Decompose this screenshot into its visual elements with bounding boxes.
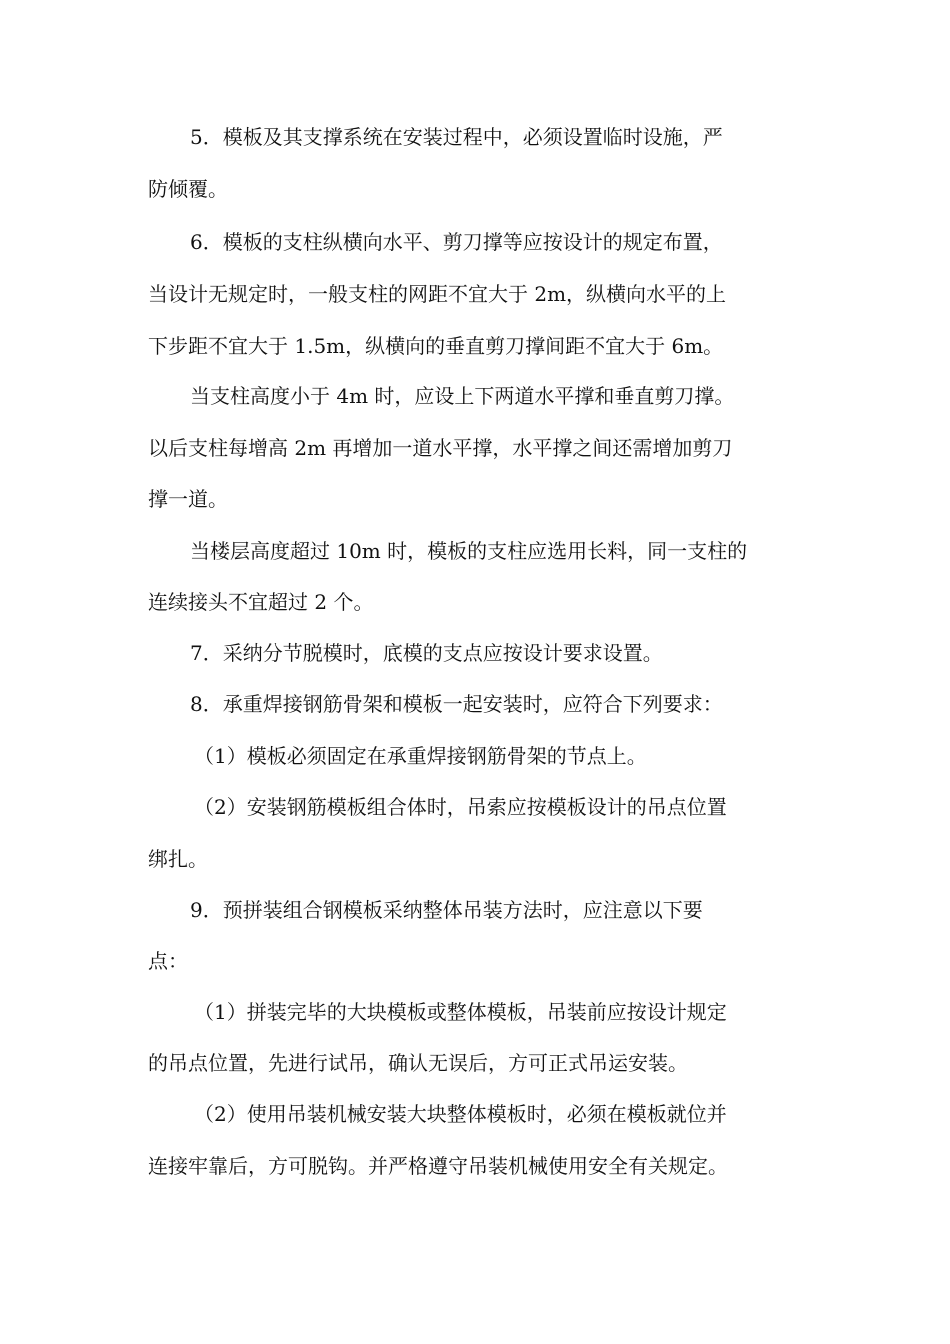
- text-line: 当支柱高度小于 4m 时，应设上下两道水平撑和垂直剪刀撑。: [190, 384, 735, 408]
- text-line: （2）安装钢筋模板组合体时，吊索应按模板设计的吊点位置: [194, 795, 727, 819]
- text-line: 的吊点位置，先进行试吊，确认无误后，方可正式吊运安装。: [148, 1051, 688, 1075]
- text-line: 当设计无规定时，一般支柱的网距不宜大于 2m，纵横向水平的上: [148, 282, 727, 306]
- text-line: 以后支柱每增高 2m 再增加一道水平撑，水平撑之间还需增加剪刀: [148, 436, 733, 460]
- text-line: 6．模板的支柱纵横向水平、剪刀撑等应按设计的规定布置，: [190, 230, 723, 254]
- text-line: 当楼层高度超过 10m 时，模板的支柱应选用长料，同一支柱的: [190, 539, 748, 563]
- text-line: 7．采纳分节脱模时，底模的支点应按设计要求设置。: [190, 641, 663, 665]
- text-line: （1）拼装完毕的大块模板或整体模板，吊装前应按设计规定: [194, 1000, 727, 1024]
- text-line: 连接牢靠后，方可脱钩。并严格遵守吊装机械使用安全有关规定。: [148, 1154, 728, 1178]
- text-line: （1）模板必须固定在承重焊接钢筋骨架的节点上。: [194, 744, 647, 768]
- text-line: 防倾覆。: [148, 177, 228, 201]
- text-line: 下步距不宜大于 1.5m，纵横向的垂直剪刀撑间距不宜大于 6m。: [148, 334, 724, 358]
- text-line: 撑一道。: [148, 487, 228, 511]
- text-line: 绑扎。: [148, 847, 208, 871]
- text-line: （2）使用吊装机械安装大块整体模板时，必须在模板就位并: [194, 1102, 727, 1126]
- text-line: 连续接头不宜超过 2 个。: [148, 590, 374, 614]
- text-line: 5．模板及其支撑系统在安装过程中，必须设置临时设施，严: [190, 125, 723, 149]
- text-line: 9．预拼装组合钢模板采纳整体吊装方法时，应注意以下要: [190, 898, 703, 922]
- text-line: 8．承重焊接钢筋骨架和模板一起安装时，应符合下列要求：: [190, 692, 723, 716]
- text-line: 点：: [148, 949, 188, 973]
